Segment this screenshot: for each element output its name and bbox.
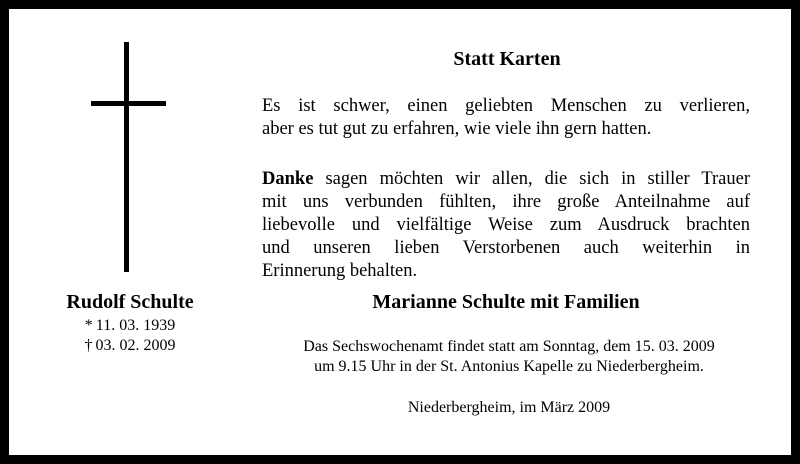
birth-date-line <box>40 316 220 336</box>
paragraph-line: Es ist schwer, einen geliebten Menschen zu verlieren, <box>262 96 750 116</box>
thanks-first-line-rest: sagen möchten wir allen, die sich in stiller Trauer <box>313 169 750 189</box>
service-line: Das Sechswochenamt findet statt am Sonntag, dem 15. 03. 2009 <box>303 338 715 355</box>
paragraph-line: liebevolle und vielfältige Weise zum Ausdruck brachten <box>262 215 750 235</box>
notice-heading: Statt Karten <box>453 48 561 70</box>
paragraph-consolation <box>262 95 750 141</box>
service-line: um 9.15 Uhr in der St. Antonius Kapelle zu Niederbergheim. <box>314 358 704 375</box>
service-announcement <box>262 337 756 377</box>
paragraph-line: und unseren lieben Verstorbenen auch weiterhin in <box>262 238 750 258</box>
paragraph-line <box>262 168 750 191</box>
death-dagger-icon: † <box>84 337 93 354</box>
family-signature: Marianne Schulte mit Familien <box>372 291 640 313</box>
birth-star-icon: * <box>84 317 93 334</box>
cross-vertical-bar <box>124 42 129 272</box>
deceased-name: Rudolf Schulte <box>66 291 194 313</box>
paragraph-line: aber es tut gut zu erfahren, wie viele ihn gern hatten. <box>262 119 652 139</box>
paragraph-line: mit uns verbunden fühlten, ihre große Anteilnahme auf <box>262 192 750 212</box>
thanks-lead-word: Danke <box>262 169 314 189</box>
birth-date: 11. 03. 1939 <box>95 317 176 334</box>
death-date-line <box>40 336 220 356</box>
place-and-date: Niederbergheim, im März 2009 <box>407 399 611 416</box>
cross-horizontal-bar <box>91 101 166 106</box>
death-date: 03. 02. 2009 <box>95 337 176 354</box>
paragraph-line: Erinnerung behalten. <box>262 261 418 281</box>
paragraph-thanks <box>262 168 750 283</box>
